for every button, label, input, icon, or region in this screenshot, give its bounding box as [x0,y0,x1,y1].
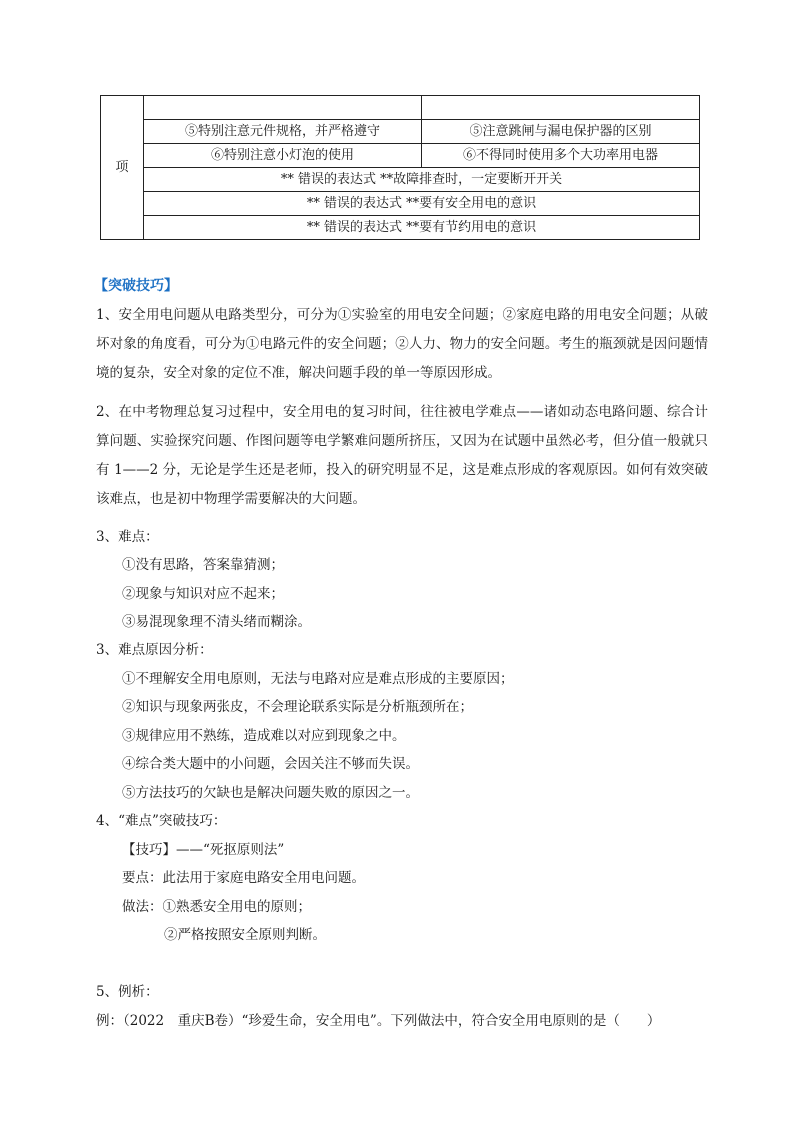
table-cell [144,96,422,120]
table-cell [422,96,700,120]
section-heading: 【突破技巧】 [94,278,178,294]
table-row-label: 项 [101,96,144,240]
difficulty-title: 3、难点： [96,529,159,545]
technique-method: ②严格按照安全原则判断。 [164,927,326,943]
safety-notes-table [100,95,700,240]
table-merged-cell: ** 错误的表达式 **要有安全用电的意识 [144,192,700,216]
table-merged-cell: ** 错误的表达式 **故障排查时，一定要断开开关 [144,168,700,192]
table-cell: ⑥特别注意小灯泡的使用 [144,144,422,168]
technique-key: 要点：此法用于家庭电路安全用电问题。 [122,870,365,886]
cause-item: ⑤方法技巧的欠缺也是解决问题失败的原因之一。 [122,785,419,801]
difficulty-item: ③易混现象理不清头绪而糊涂。 [122,614,311,630]
example-title: 5、例析： [96,984,159,1000]
technique-skill: 【技巧】——“死抠原则法” [122,842,285,858]
cause-item: ④综合类大题中的小问题，会因关注不够而失误。 [122,756,419,772]
paragraph-2: 2、在中考物理总复习过程中，安全用电的复习时间，往往被电学难点——诸如动态电路问题、综合计算问题、实验探究问题、作图问题等电学繁难问题所挤压，又因为在试题中虽然必考，但分值一般就只有 1——2 分，无论是学生还是老师，投入的研究明显不足，这是难点形成的客观原因。如何有效突破该难点，也是初中物理学需要解决的大问题。 [96,404,708,507]
table-cell: ⑤注意跳闸与漏电保护器的区别 [422,120,700,144]
paragraph-1: 1、安全用电问题从电路类型分，可分为①实验室的用电安全问题；②家庭电路的用电安全问题；从破坏对象的角度看，可分为①电路元件的安全问题；②人力、物力的安全问题。考生的瓶颈就是因问题情境的复杂，安全对象的定位不准，解决问题手段的单一等原因形成。 [96,307,708,381]
technique-method: 做法：①熟悉安全用电的原则； [122,899,311,915]
difficulty-item: ①没有思路，答案靠猜测； [122,557,284,573]
cause-item: ②知识与现象两张皮，不会理论联系实际是分析瓶颈所在； [122,699,473,715]
technique-title: 4、“难点”突破技巧： [96,813,227,829]
difficulty-item: ②现象与知识对应不起来； [122,586,284,602]
table-cell: ⑥不得同时使用多个大功率用电器 [422,144,700,168]
cause-item: ③规律应用不熟练，造成难以对应到现象之中。 [122,728,406,744]
cause-title: 3、难点原因分析： [96,642,213,658]
example-question: 例：（2022 重庆B卷）“珍爱生命，安全用电”。下列做法中，符合安全用电原则的是（ ） [96,1013,661,1029]
table-merged-cell: ** 错误的表达式 **要有节约用电的意识 [144,216,700,240]
table-cell: ⑤特别注意元件规格，并严格遵守 [144,120,422,144]
cause-item: ①不理解安全用电原则，无法与电路对应是难点形成的主要原因； [122,671,514,687]
